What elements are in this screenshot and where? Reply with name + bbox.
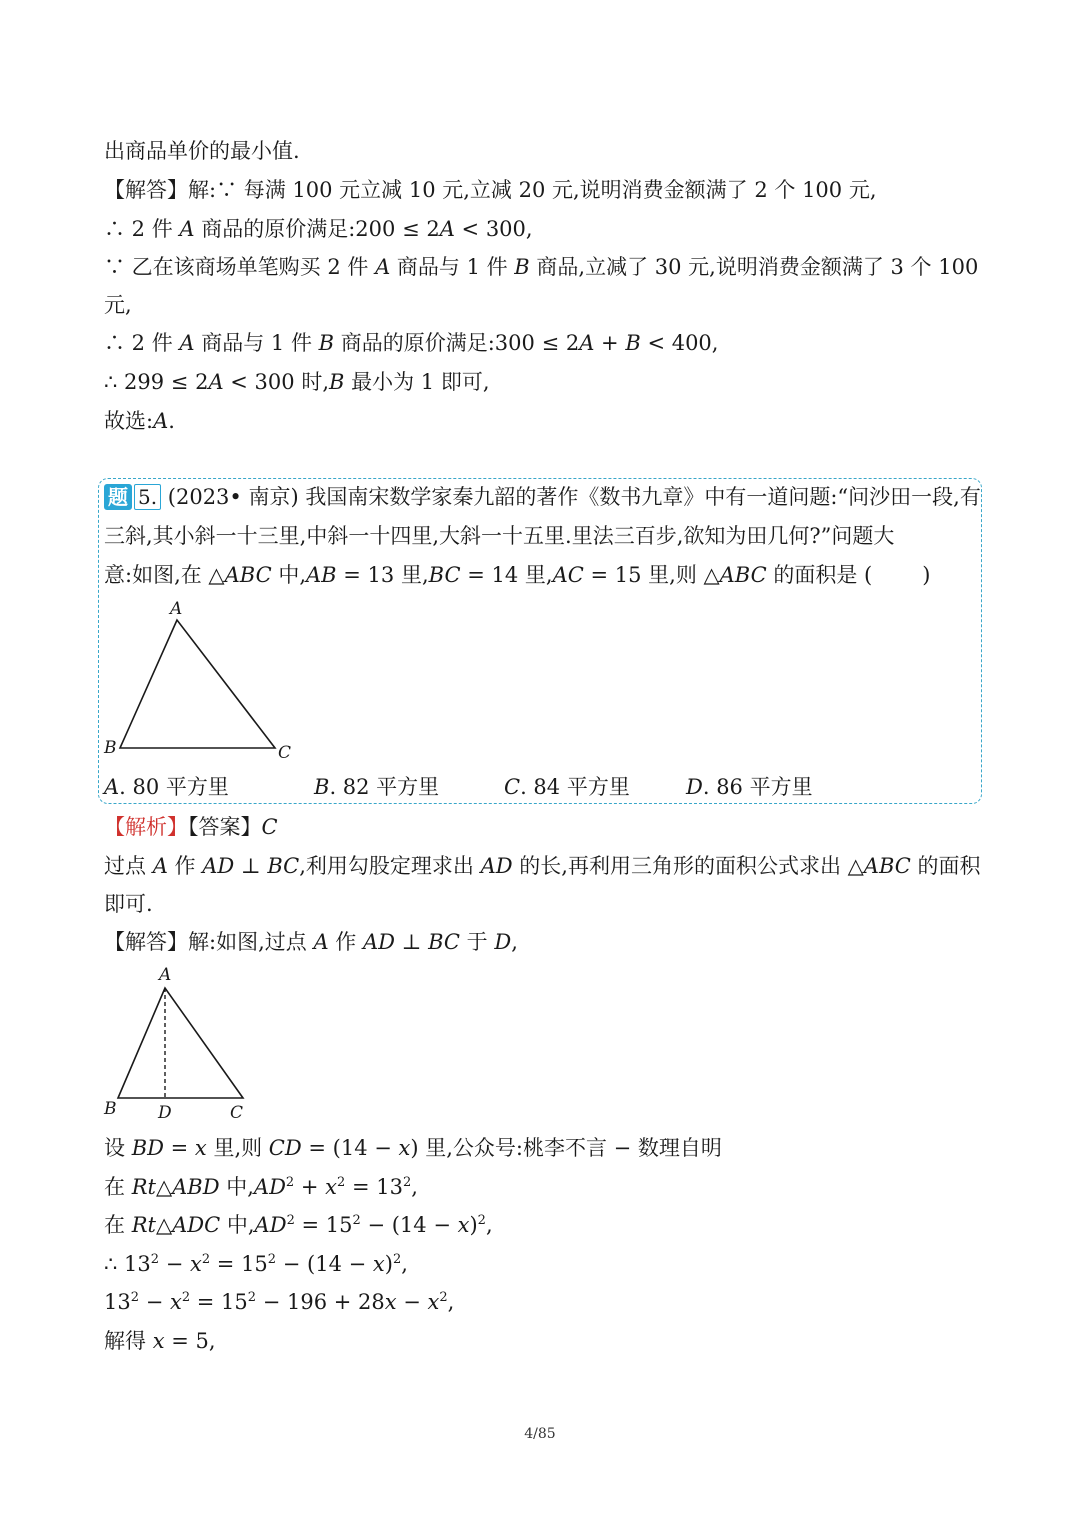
text-line-2: 【解答】解:∵ 每满 100 元立减 10 元,立减 20 元,说明消费金额满了 2 个 100 元,	[104, 178, 877, 202]
vertex-label-d: D	[158, 1103, 172, 1123]
analysis-line-3: 【解答】解:如图,过点 A 作 AD ⊥ BC 于 D,	[104, 930, 518, 954]
analysis-line-2: 即可.	[104, 892, 153, 916]
triangle-figure	[100, 596, 300, 766]
vertex-label-b: B	[104, 738, 117, 758]
question-label: 题	[104, 484, 132, 510]
triangle-abc	[120, 620, 275, 748]
triangle-altitude-figure	[100, 962, 260, 1127]
solution-line-6: 解得 x = 5,	[104, 1329, 216, 1353]
solution-line-1: 设 BD = x 里,则 CD = (14 − x) 里,公众号:桃李不言 − 数理自明	[104, 1136, 722, 1160]
vertex-label-b2: B	[104, 1099, 117, 1119]
answer-value: C	[261, 815, 278, 839]
question-line-2: 三斜,其小斜一十三里,中斜一十四里,大斜一十五里.里法三百步,欲知为田几何?”问题大	[104, 524, 895, 548]
option-b[interactable]: B. 82 平方里	[314, 775, 440, 799]
question-line-1: 题 5. (2023• 南京) 我国南宋数学家秦九韶的著作《数书九章》中有一道问题:“问沙田一段,有	[104, 482, 984, 512]
text-line-4: ∵ 乙在该商场单笔购买 2 件 A 商品与 1 件 B 商品,立减了 30 元,说明消费金额满了 3 个 100	[104, 255, 979, 279]
vertex-label-a2: A	[159, 965, 172, 985]
text-line-7: ∴ 299 ≤ 2A < 300 时,B 最小为 1 即可,	[104, 370, 490, 394]
solution-line-2: 在 Rt△ABD 中$,AD^2 + x^2 = 13^2$,	[104, 1175, 418, 1199]
solution-line-4: ∴ $13^2 - x^2 = 15^2 - (14 - x)^2$,	[104, 1252, 408, 1276]
analysis-line-1: 过点 A 作 AD ⊥ BC,利用勾股定理求出 AD 的长,再利用三角形的面积公式求出 △ABC 的面积	[104, 854, 981, 878]
question-line-3: 意:如图,在 △ABC 中,AB = 13 里,BC = 14 里,AC = 15 里,则 △ABC 的面积是 ( )	[104, 563, 931, 587]
vertex-label-c: C	[278, 743, 292, 763]
question-number: 5.	[134, 484, 161, 510]
page-number: 4/85	[524, 1426, 556, 1442]
text-line-1: 出商品单价的最小值.	[104, 139, 300, 163]
analysis-answer-line: 【解析】【答案】C	[104, 815, 278, 839]
solution-line-3: 在 Rt△ADC 中$,AD^2 = 15^2 - (14 - x)^2$,	[104, 1213, 493, 1237]
solution-line-5: $13^2 - x^2 = 15^2 - 196 + 28x - x^2$,	[104, 1290, 455, 1314]
option-a[interactable]: A. 80 平方里	[104, 775, 229, 799]
text-line-8: 故选:A.	[104, 409, 175, 433]
vertex-label-c2: C	[230, 1103, 244, 1123]
text-line-6: ∴ 2 件 A 商品与 1 件 B 商品的原价满足:300 ≤ 2A + B < 400,	[104, 331, 719, 355]
option-d[interactable]: D. 86 平方里	[686, 775, 813, 799]
option-c[interactable]: C. 84 平方里	[504, 775, 630, 799]
triangle-abc-2	[118, 988, 243, 1098]
text-line-5: 元,	[104, 293, 132, 317]
text-line-3: ∴ 2 件 A 商品的原价满足:200 ≤ 2A < 300,	[104, 217, 533, 241]
vertex-label-a: A	[170, 599, 183, 619]
